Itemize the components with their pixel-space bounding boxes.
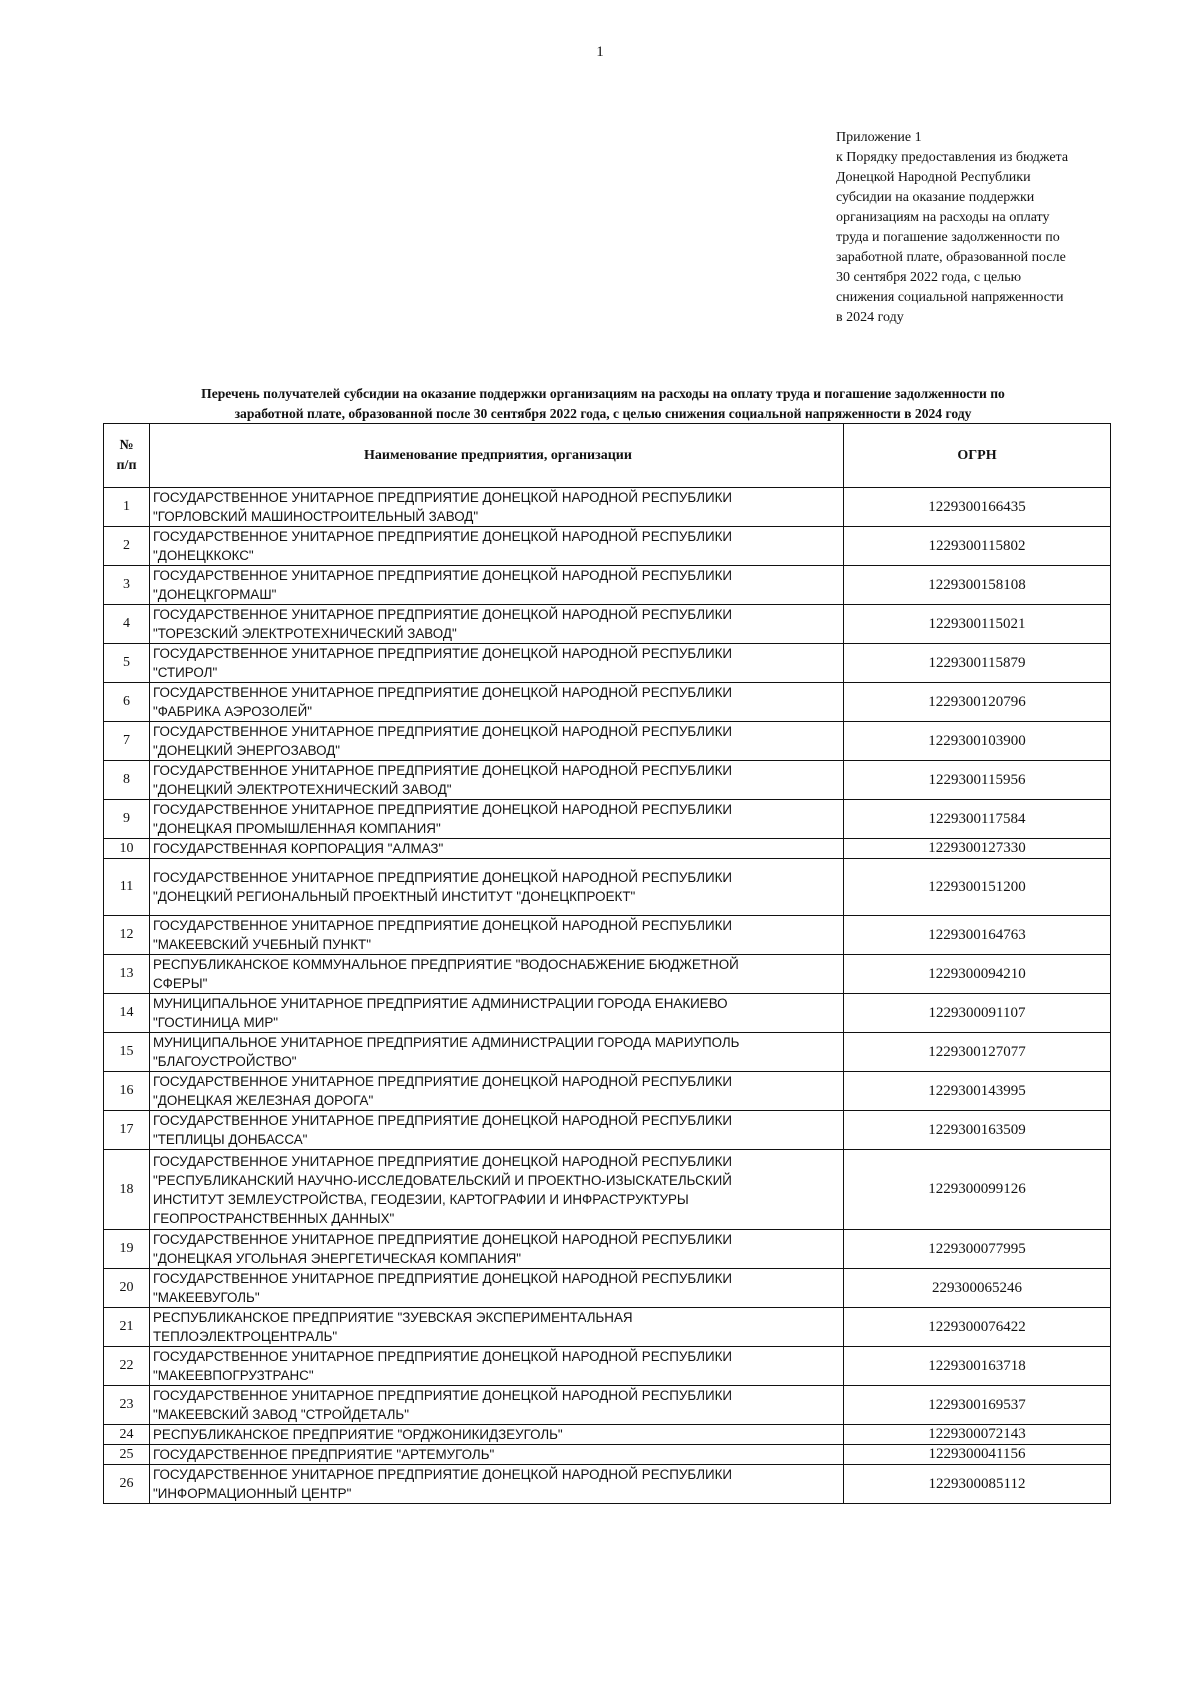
row-number: 22 xyxy=(104,1347,150,1386)
list-title-line: Перечень получателей субсидии на оказание поддержки организациям на расходы на оплату труда и погашение задолженности по xyxy=(201,386,1005,401)
table-row xyxy=(104,1150,1111,1230)
ogrn-value: 1229300163718 xyxy=(844,1347,1111,1386)
organization-name xyxy=(150,566,844,605)
row-number: 13 xyxy=(104,955,150,994)
organization-name-line: "ДОНЕЦКАЯ ПРОМЫШЛЕННАЯ КОМПАНИЯ" xyxy=(153,821,441,836)
appendix-line: к Порядку предоставления из бюджета xyxy=(836,150,1069,165)
organization-name xyxy=(150,1230,844,1269)
organization-name-line: ГОСУДАРСТВЕННОЕ УНИТАРНОЕ ПРЕДПРИЯТИЕ ДОНЕЦКОЙ НАРОДНОЙ РЕСПУБЛИКИ xyxy=(153,763,733,778)
table-row xyxy=(104,916,1111,955)
organization-name-line: ГОСУДАРСТВЕННОЕ УНИТАРНОЕ ПРЕДПРИЯТИЕ ДОНЕЦКОЙ НАРОДНОЙ РЕСПУБЛИКИ xyxy=(153,1153,733,1169)
organization-name-line: "МАКЕЕВСКИЙ УЧЕБНЫЙ ПУНКТ" xyxy=(153,937,371,952)
table-row xyxy=(104,1072,1111,1111)
ogrn-value: 1229300120796 xyxy=(844,683,1111,722)
organization-name xyxy=(150,1150,844,1230)
appendix-line: организациям на расходы на оплату xyxy=(836,210,1050,225)
organization-name-line: ГОСУДАРСТВЕННОЕ УНИТАРНОЕ ПРЕДПРИЯТИЕ ДОНЕЦКОЙ НАРОДНОЙ РЕСПУБЛИКИ xyxy=(153,1074,733,1089)
organization-name xyxy=(150,994,844,1033)
row-number: 11 xyxy=(104,859,150,916)
organization-name-line: "ГОРЛОВСКИЙ МАШИНОСТРОИТЕЛЬНЫЙ ЗАВОД" xyxy=(153,509,479,524)
row-number: 4 xyxy=(104,605,150,644)
header-number-symbol: № xyxy=(119,437,134,453)
organization-name-line: ИНСТИТУТ ЗЕМЛЕУСТРОЙСТВА, ГЕОДЕЗИИ, КАРТОГРАФИИ И ИНФРАСТРУКТУРЫ xyxy=(153,1191,689,1207)
ogrn-value: 1229300127330 xyxy=(844,839,1111,859)
organization-name-line: ГОСУДАРСТВЕННОЕ УНИТАРНОЕ ПРЕДПРИЯТИЕ ДОНЕЦКОЙ НАРОДНОЙ РЕСПУБЛИКИ xyxy=(153,1232,733,1247)
organization-name-line: "ТОРЕЗСКИЙ ЭЛЕКТРОТЕХНИЧЕСКИЙ ЗАВОД" xyxy=(153,626,457,641)
table-row xyxy=(104,722,1111,761)
organization-name-line: ГОСУДАРСТВЕННОЕ УНИТАРНОЕ ПРЕДПРИЯТИЕ ДОНЕЦКОЙ НАРОДНОЙ РЕСПУБЛИКИ xyxy=(153,1113,733,1128)
organization-name-line: ГОСУДАРСТВЕННОЕ ПРЕДПРИЯТИЕ "АРТЕМУГОЛЬ" xyxy=(153,1447,495,1462)
row-number: 21 xyxy=(104,1308,150,1347)
ogrn-value: 1229300164763 xyxy=(844,916,1111,955)
organization-name xyxy=(150,859,844,916)
organization-name-line: "ДОНЕЦКАЯ УГОЛЬНАЯ ЭНЕРГЕТИЧЕСКАЯ КОМПАНИЯ" xyxy=(153,1251,521,1266)
row-number: 5 xyxy=(104,644,150,683)
table-row xyxy=(104,761,1111,800)
organization-name-line: "ДОНЕЦКИЙ ЭЛЕКТРОТЕХНИЧЕСКИЙ ЗАВОД" xyxy=(153,782,452,797)
organization-name xyxy=(150,1386,844,1425)
organization-name-line: "СТИРОЛ" xyxy=(153,665,218,680)
ogrn-value: 1229300117584 xyxy=(844,800,1111,839)
table-row xyxy=(104,683,1111,722)
row-number: 23 xyxy=(104,1386,150,1425)
organization-name-line: ГОСУДАРСТВЕННОЕ УНИТАРНОЕ ПРЕДПРИЯТИЕ ДОНЕЦКОЙ НАРОДНОЙ РЕСПУБЛИКИ xyxy=(153,802,733,817)
organization-name-line: "ДОНЕЦККОКС" xyxy=(153,548,254,563)
ogrn-value: 1229300103900 xyxy=(844,722,1111,761)
table-row xyxy=(104,488,1111,527)
organization-name xyxy=(150,644,844,683)
organization-name xyxy=(150,1072,844,1111)
ogrn-value: 1229300094210 xyxy=(844,955,1111,994)
header-number-label: п/п xyxy=(116,457,137,473)
ogrn-value: 1229300115021 xyxy=(844,605,1111,644)
organization-name-line: ГОСУДАРСТВЕННОЕ УНИТАРНОЕ ПРЕДПРИЯТИЕ ДОНЕЦКОЙ НАРОДНОЙ РЕСПУБЛИКИ xyxy=(153,870,733,885)
organization-name-line: ГОСУДАРСТВЕННОЕ УНИТАРНОЕ ПРЕДПРИЯТИЕ ДОНЕЦКОЙ НАРОДНОЙ РЕСПУБЛИКИ xyxy=(153,1388,733,1403)
organization-name xyxy=(150,1445,844,1465)
appendix-line: снижения социальной напряженности xyxy=(836,290,1064,305)
organization-name-line: ГОСУДАРСТВЕННОЕ УНИТАРНОЕ ПРЕДПРИЯТИЕ ДОНЕЦКОЙ НАРОДНОЙ РЕСПУБЛИКИ xyxy=(153,724,733,739)
organization-name-line: ГОСУДАРСТВЕННОЕ УНИТАРНОЕ ПРЕДПРИЯТИЕ ДОНЕЦКОЙ НАРОДНОЙ РЕСПУБЛИКИ xyxy=(153,529,733,544)
appendix-note xyxy=(836,128,1108,328)
organization-name-line: "ТЕПЛИЦЫ ДОНБАССА" xyxy=(153,1132,308,1147)
organization-name xyxy=(150,1425,844,1445)
table-row xyxy=(104,605,1111,644)
row-number: 12 xyxy=(104,916,150,955)
ogrn-value: 1229300143995 xyxy=(844,1072,1111,1111)
organization-name-line: ГОСУДАРСТВЕННОЕ УНИТАРНОЕ ПРЕДПРИЯТИЕ ДОНЕЦКОЙ НАРОДНОЙ РЕСПУБЛИКИ xyxy=(153,646,733,661)
appendix-line: Приложение 1 xyxy=(836,130,922,145)
table-body xyxy=(104,488,1111,1504)
row-number: 24 xyxy=(104,1425,150,1445)
row-number: 15 xyxy=(104,1033,150,1072)
row-number: 3 xyxy=(104,566,150,605)
organization-name-line: "БЛАГОУСТРОЙСТВО" xyxy=(153,1054,297,1069)
organization-name xyxy=(150,955,844,994)
ogrn-value: 1229300091107 xyxy=(844,994,1111,1033)
header-name: Наименование предприятия, организации xyxy=(150,424,844,488)
ogrn-value: 1229300115879 xyxy=(844,644,1111,683)
organization-name-line: ГЕОПРОСТРАНСТВЕННЫХ ДАННЫХ" xyxy=(153,1210,395,1226)
ogrn-value: 1229300041156 xyxy=(844,1445,1111,1465)
organization-name xyxy=(150,527,844,566)
organization-name-line: ГОСУДАРСТВЕННОЕ УНИТАРНОЕ ПРЕДПРИЯТИЕ ДОНЕЦКОЙ НАРОДНОЙ РЕСПУБЛИКИ xyxy=(153,607,733,622)
ogrn-value: 1229300127077 xyxy=(844,1033,1111,1072)
page-number: 1 xyxy=(596,44,604,60)
table-row xyxy=(104,955,1111,994)
appendix-line: труда и погашение задолженности по xyxy=(836,230,1060,245)
organization-name xyxy=(150,1033,844,1072)
table-row xyxy=(104,1347,1111,1386)
table-row xyxy=(104,839,1111,859)
organization-name-line: ГОСУДАРСТВЕННОЕ УНИТАРНОЕ ПРЕДПРИЯТИЕ ДОНЕЦКОЙ НАРОДНОЙ РЕСПУБЛИКИ xyxy=(153,918,733,933)
row-number: 25 xyxy=(104,1445,150,1465)
table-row xyxy=(104,800,1111,839)
ogrn-value: 1229300158108 xyxy=(844,566,1111,605)
list-title-line: заработной плате, образованной после 30 сентября 2022 года, с целью снижения социальной напряженности в 2024 году xyxy=(234,406,972,421)
row-number: 16 xyxy=(104,1072,150,1111)
row-number: 6 xyxy=(104,683,150,722)
organization-name-line: "ИНФОРМАЦИОННЫЙ ЦЕНТР" xyxy=(153,1486,352,1501)
organization-name-line: "ДОНЕЦКАЯ ЖЕЛЕЗНАЯ ДОРОГА" xyxy=(153,1093,374,1108)
table-row xyxy=(104,527,1111,566)
header-ogrn: ОГРН xyxy=(844,424,1111,488)
table-row xyxy=(104,1269,1111,1308)
organization-name xyxy=(150,761,844,800)
organization-name-line: "ДОНЕЦКГОРМАШ" xyxy=(153,587,277,602)
organization-name xyxy=(150,1269,844,1308)
organization-name-line: "МАКЕЕВПОГРУЗТРАНС" xyxy=(153,1368,314,1383)
row-number: 26 xyxy=(104,1465,150,1504)
organization-name-line: "МАКЕЕВУГОЛЬ" xyxy=(153,1290,260,1305)
organization-name-line: РЕСПУБЛИКАНСКОЕ КОММУНАЛЬНОЕ ПРЕДПРИЯТИЕ "ВОДОСНАБЖЕНИЕ БЮДЖЕТНОЙ xyxy=(153,957,739,972)
table-row xyxy=(104,859,1111,916)
organization-name-line: ГОСУДАРСТВЕННОЕ УНИТАРНОЕ ПРЕДПРИЯТИЕ ДОНЕЦКОЙ НАРОДНОЙ РЕСПУБЛИКИ xyxy=(153,568,733,583)
organization-name-line: МУНИЦИПАЛЬНОЕ УНИТАРНОЕ ПРЕДПРИЯТИЕ АДМИНИСТРАЦИИ ГОРОДА МАРИУПОЛЬ xyxy=(153,1035,740,1050)
row-number: 2 xyxy=(104,527,150,566)
table-row xyxy=(104,1308,1111,1347)
organization-name xyxy=(150,1347,844,1386)
table-row xyxy=(104,1033,1111,1072)
row-number: 20 xyxy=(104,1269,150,1308)
ogrn-value: 1229300115802 xyxy=(844,527,1111,566)
organization-name xyxy=(150,722,844,761)
table-row xyxy=(104,566,1111,605)
table-row xyxy=(104,1111,1111,1150)
appendix-line: в 2024 году xyxy=(836,310,904,325)
ogrn-value: 1229300076422 xyxy=(844,1308,1111,1347)
ogrn-value: 229300065246 xyxy=(844,1269,1111,1308)
appendix-line: субсидии на оказание поддержки xyxy=(836,190,1035,205)
ogrn-value: 1229300077995 xyxy=(844,1230,1111,1269)
row-number: 7 xyxy=(104,722,150,761)
row-number: 10 xyxy=(104,839,150,859)
row-number: 9 xyxy=(104,800,150,839)
organization-name-line: ГОСУДАРСТВЕННОЕ УНИТАРНОЕ ПРЕДПРИЯТИЕ ДОНЕЦКОЙ НАРОДНОЙ РЕСПУБЛИКИ xyxy=(153,490,733,505)
organization-name xyxy=(150,800,844,839)
ogrn-value: 1229300166435 xyxy=(844,488,1111,527)
ogrn-value: 1229300085112 xyxy=(844,1465,1111,1504)
appendix-line: заработной плате, образованной после xyxy=(836,250,1066,265)
ogrn-value: 1229300163509 xyxy=(844,1111,1111,1150)
organization-name-line: МУНИЦИПАЛЬНОЕ УНИТАРНОЕ ПРЕДПРИЯТИЕ АДМИНИСТРАЦИИ ГОРОДА ЕНАКИЕВО xyxy=(153,996,728,1011)
organization-name-line: "МАКЕЕВСКИЙ ЗАВОД "СТРОЙДЕТАЛЬ" xyxy=(153,1407,409,1422)
organization-name-line: ГОСУДАРСТВЕННОЕ УНИТАРНОЕ ПРЕДПРИЯТИЕ ДОНЕЦКОЙ НАРОДНОЙ РЕСПУБЛИКИ xyxy=(153,1271,733,1286)
table-row xyxy=(104,1465,1111,1504)
appendix-line: 30 сентября 2022 года, с целью xyxy=(836,270,1022,285)
list-title xyxy=(103,384,1103,424)
organization-name-line: ГОСУДАРСТВЕННОЕ УНИТАРНОЕ ПРЕДПРИЯТИЕ ДОНЕЦКОЙ НАРОДНОЙ РЕСПУБЛИКИ xyxy=(153,685,733,700)
appendix-line: Донецкой Народной Республики xyxy=(836,170,1031,185)
row-number: 14 xyxy=(104,994,150,1033)
ogrn-value: 1229300072143 xyxy=(844,1425,1111,1445)
organization-name-line: РЕСПУБЛИКАНСКОЕ ПРЕДПРИЯТИЕ "ЗУЕВСКАЯ ЭКСПЕРИМЕНТАЛЬНАЯ xyxy=(153,1310,633,1325)
organization-name-line: "РЕСПУБЛИКАНСКИЙ НАУЧНО-ИССЛЕДОВАТЕЛЬСКИЙ И ПРОЕКТНО-ИЗЫСКАТЕЛЬСКИЙ xyxy=(153,1172,732,1188)
table-row xyxy=(104,644,1111,683)
organization-name xyxy=(150,1111,844,1150)
row-number: 19 xyxy=(104,1230,150,1269)
organization-name xyxy=(150,1465,844,1504)
organization-name xyxy=(150,916,844,955)
organization-name-line: ГОСУДАРСТВЕННОЕ УНИТАРНОЕ ПРЕДПРИЯТИЕ ДОНЕЦКОЙ НАРОДНОЙ РЕСПУБЛИКИ xyxy=(153,1467,733,1482)
table-row xyxy=(104,1230,1111,1269)
ogrn-value: 1229300099126 xyxy=(844,1150,1111,1230)
table-row xyxy=(104,994,1111,1033)
table-row xyxy=(104,1386,1111,1425)
ogrn-value: 1229300169537 xyxy=(844,1386,1111,1425)
organization-name xyxy=(150,605,844,644)
ogrn-value: 1229300115956 xyxy=(844,761,1111,800)
organization-name-line: ТЕПЛОЭЛЕКТРОЦЕНТРАЛЬ" xyxy=(153,1329,338,1344)
table-row xyxy=(104,1425,1111,1445)
organization-name-line: СФЕРЫ" xyxy=(153,976,208,991)
row-number: 1 xyxy=(104,488,150,527)
recipients-table xyxy=(103,423,1111,1504)
organization-name xyxy=(150,683,844,722)
organization-name-line: "ДОНЕЦКИЙ РЕГИОНАЛЬНЫЙ ПРОЕКТНЫЙ ИНСТИТУТ "ДОНЕЦКПРОЕКТ" xyxy=(153,889,636,904)
organization-name-line: ГОСУДАРСТВЕННОЕ УНИТАРНОЕ ПРЕДПРИЯТИЕ ДОНЕЦКОЙ НАРОДНОЙ РЕСПУБЛИКИ xyxy=(153,1349,733,1364)
organization-name xyxy=(150,839,844,859)
organization-name xyxy=(150,1308,844,1347)
organization-name-line: РЕСПУБЛИКАНСКОЕ ПРЕДПРИЯТИЕ "ОРДЖОНИКИДЗЕУГОЛЬ" xyxy=(153,1427,563,1442)
table-header-row xyxy=(104,424,1111,488)
table-row xyxy=(104,1445,1111,1465)
row-number: 18 xyxy=(104,1150,150,1230)
ogrn-value: 1229300151200 xyxy=(844,859,1111,916)
organization-name-line: "ГОСТИНИЦА МИР" xyxy=(153,1015,279,1030)
organization-name xyxy=(150,488,844,527)
organization-name-line: ГОСУДАРСТВЕННАЯ КОРПОРАЦИЯ "АЛМАЗ" xyxy=(153,841,444,856)
organization-name-line: "ДОНЕЦКИЙ ЭНЕРГОЗАВОД" xyxy=(153,743,341,758)
row-number: 17 xyxy=(104,1111,150,1150)
row-number: 8 xyxy=(104,761,150,800)
organization-name-line: "ФАБРИКА АЭРОЗОЛЕЙ" xyxy=(153,704,312,719)
header-number xyxy=(104,424,150,488)
